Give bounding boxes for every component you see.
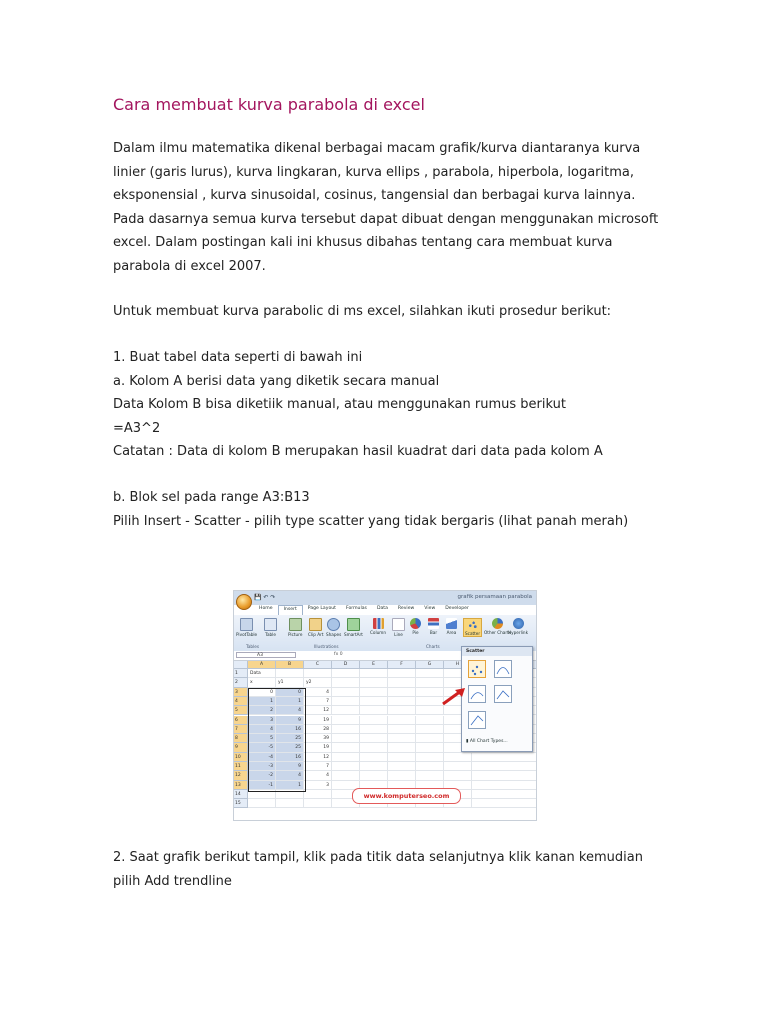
grid-cell: 1 — [276, 781, 304, 790]
grid-cell — [332, 743, 360, 752]
row-header: 5 — [234, 706, 248, 715]
scatter-markers-only-thumb — [468, 660, 486, 678]
ribbon-label: Scatter — [465, 631, 481, 636]
fx-icon: fx — [334, 652, 339, 657]
grid-cell — [360, 669, 388, 678]
column-header: B — [276, 661, 304, 669]
all-chart-types — [466, 739, 508, 744]
clipart-icon — [309, 618, 322, 631]
grid-cell: x — [248, 678, 276, 687]
table-button — [264, 618, 277, 637]
step1-block — [113, 346, 673, 464]
grid-cell — [444, 771, 472, 780]
grid-cell — [416, 753, 444, 762]
grid-cell — [472, 781, 537, 790]
grid-cell — [416, 762, 444, 771]
row-header: 13 — [234, 781, 248, 790]
area-chart-button — [446, 618, 457, 635]
grid-cell — [360, 734, 388, 743]
intro-line: linier (garis lurus), kurva lingkaran, kurva ellips , parabola, hiperbola, logaritma, — [113, 164, 634, 180]
grid-cell: 39 — [304, 734, 332, 743]
pivottable-icon — [240, 618, 253, 631]
grid-cell — [416, 688, 444, 697]
pie-chart-button — [410, 618, 421, 635]
grid-cell: -4 — [248, 753, 276, 762]
grid-cell — [416, 706, 444, 715]
grid-cell — [388, 688, 416, 697]
area-chart-icon — [446, 618, 457, 629]
tab-data: Data — [376, 606, 388, 611]
scatter-dropdown — [461, 646, 533, 752]
grid-cell — [472, 771, 537, 780]
step1-a: a. Kolom A berisi data yang diketik secara manual — [113, 373, 440, 389]
grid-cell: 5 — [248, 734, 276, 743]
other-charts-button — [484, 618, 511, 635]
row-header: 11 — [234, 762, 248, 771]
selection-range-outline — [248, 688, 306, 792]
ribbon-label: Hyperlink — [508, 630, 528, 635]
grid-cell — [472, 753, 537, 762]
line-chart-icon — [392, 618, 405, 631]
row-header: 10 — [234, 753, 248, 762]
row-header: 4 — [234, 697, 248, 706]
grid-cell — [388, 762, 416, 771]
step1b-block — [113, 486, 673, 533]
grid-cell — [388, 706, 416, 715]
intro-line: Dalam ilmu matematika dikenal berbagai macam grafik/kurva diantaranya kurva — [113, 141, 641, 156]
grid-cell: 2 — [248, 706, 276, 715]
scatter-chart-icon — [467, 619, 478, 630]
grid-cell — [416, 697, 444, 706]
column-header: A — [248, 661, 276, 669]
quick-access-toolbar: 💾 ↶ ↷ — [254, 594, 276, 601]
picture-icon — [289, 618, 302, 631]
grid-cell: 25 — [276, 743, 304, 752]
intro-line: parabola di excel 2007. — [113, 258, 266, 274]
column-chart-icon — [373, 618, 384, 629]
grid-cell: 4 — [304, 771, 332, 780]
other-charts-icon — [492, 618, 503, 629]
grid-cell: 7 — [304, 697, 332, 706]
grid-cell — [276, 669, 304, 678]
ribbon-label: Bar — [429, 630, 438, 635]
grid-cell — [360, 725, 388, 734]
scatter-smooth-lines-thumb — [468, 685, 486, 703]
step1-catatan: Catatan : Data di kolom B merupakan hasil kuadrat dari data pada kolom A — [113, 444, 603, 460]
row-header: 8 — [234, 734, 248, 743]
step1-heading: 1. Buat tabel data seperti di bawah ini — [113, 350, 363, 365]
scatter-dots-icon — [469, 661, 485, 677]
grid-cell — [416, 734, 444, 743]
grid-cell — [416, 725, 444, 734]
intro-line: excel. Dalam postingan kali ini khusus dibahas tentang cara membuat kurva — [113, 235, 613, 251]
bar-chart-button — [428, 618, 439, 635]
column-header: C — [304, 661, 332, 669]
smartart-icon — [347, 618, 360, 631]
grid-cell — [388, 678, 416, 687]
grid-cell — [360, 753, 388, 762]
grid-cell: 1 — [276, 697, 304, 706]
grid-cell: 3 — [304, 781, 332, 790]
office-button-icon — [236, 594, 252, 610]
column-header: E — [360, 661, 388, 669]
grid-cell — [332, 716, 360, 725]
bar-chart-icon — [428, 618, 439, 629]
shapes-icon — [327, 618, 340, 631]
grid-cell — [388, 716, 416, 725]
shapes-button — [326, 618, 341, 637]
grid-cell — [416, 716, 444, 725]
grid-cell: -2 — [248, 771, 276, 780]
grid-cell — [416, 678, 444, 687]
ribbon-label: Pie — [412, 630, 419, 635]
grid-cell — [472, 790, 537, 799]
grid-cell — [304, 790, 332, 799]
scatter-lines-icon — [469, 712, 485, 728]
grid-cell — [332, 688, 360, 697]
grid-cell — [472, 762, 537, 771]
tab-view: View — [424, 606, 436, 611]
grid-cell: 1 — [248, 697, 276, 706]
column-header: F — [388, 661, 416, 669]
ribbon-label: Column — [370, 630, 387, 635]
row-header: 3 — [234, 688, 248, 697]
tab-review: Review — [397, 606, 415, 611]
formula-cell-value: 0 — [339, 652, 343, 657]
tab-home: Home — [259, 606, 273, 611]
ribbon-label: Area — [446, 630, 457, 635]
scatter-dropdown-title: Scatter — [462, 647, 532, 656]
grid-cell — [276, 799, 304, 808]
ribbon-label: Line — [394, 632, 403, 637]
excel-titlebar — [234, 591, 536, 605]
grid-cell — [332, 669, 360, 678]
grid-cell: 0 — [248, 688, 276, 697]
scatter-straight-lines-thumb — [494, 685, 512, 703]
picture-button — [288, 618, 302, 637]
row-header: 6 — [234, 716, 248, 725]
watermark: www.komputerseo.com — [352, 788, 461, 804]
group-label-tables: Tables — [246, 644, 260, 649]
ribbon-label: Clip Art — [308, 632, 324, 637]
grid-cell — [304, 799, 332, 808]
column-header: H — [444, 661, 472, 669]
row-header: 1 — [234, 669, 248, 678]
scatter-smooth-icon — [495, 661, 511, 677]
grid-cell — [416, 771, 444, 780]
grid-cell: 7 — [304, 762, 332, 771]
group-label-illustrations: Illustrations — [314, 644, 339, 649]
tab-formulas: Formulas — [345, 606, 367, 611]
grid-cell — [360, 678, 388, 687]
ribbon-tabs — [254, 605, 474, 615]
table-icon — [264, 618, 277, 631]
grid-cell: -5 — [248, 743, 276, 752]
chart-types-icon: ▮ — [466, 739, 469, 744]
group-label-charts: Charts — [426, 644, 440, 649]
row-header: 15 — [234, 799, 248, 808]
name-box: A3 — [236, 652, 296, 658]
grid-cell — [360, 688, 388, 697]
grid-cell: 4 — [276, 771, 304, 780]
grid-cell: 3 — [248, 716, 276, 725]
hyperlink-button — [508, 618, 528, 635]
grid-cell: Data — [248, 669, 276, 678]
step1-formula: =A3^2 — [113, 420, 161, 436]
grid-cell — [388, 669, 416, 678]
grid-cell — [332, 771, 360, 780]
intro-line: eksponensial , kurva sinusoidal, cosinus, tangensial dan berbagai kurva lainnya. — [113, 188, 636, 204]
intro-paragraph — [113, 137, 673, 279]
all-chart-types-label: All Chart Types... — [469, 739, 508, 744]
grid-cell: -3 — [248, 762, 276, 771]
grid-cell — [332, 725, 360, 734]
grid-cell: 16 — [276, 725, 304, 734]
grid-cell — [332, 734, 360, 743]
grid-cell — [388, 725, 416, 734]
grid-cell: 0 — [276, 688, 304, 697]
grid-cell — [360, 743, 388, 752]
scatter-chart-button — [463, 618, 482, 637]
grid-cell — [388, 771, 416, 780]
grid-cell — [472, 799, 537, 808]
grid-cell: 9 — [276, 716, 304, 725]
grid-cell — [248, 799, 276, 808]
intro-line: Pada dasarnya semua kurva tersebut dapat dibuat dengan menggunakan microsoft — [113, 211, 659, 227]
scatter-curve-icon — [469, 686, 485, 702]
clipart-button — [308, 618, 323, 637]
grid-cell — [388, 743, 416, 752]
grid-cell: 12 — [304, 753, 332, 762]
grid-cell — [444, 762, 472, 771]
grid-cell — [332, 678, 360, 687]
grid-cell — [360, 716, 388, 725]
grid-cell: 28 — [304, 725, 332, 734]
grid-cell: 19 — [304, 716, 332, 725]
grid-cell — [332, 697, 360, 706]
grid-cell — [416, 743, 444, 752]
grid-cell — [388, 753, 416, 762]
grid-cell — [416, 669, 444, 678]
grid-cell — [444, 753, 472, 762]
line-chart-button — [392, 618, 405, 637]
grid-cell — [388, 697, 416, 706]
excel-window-title: grafik persamaan parabola — [457, 594, 532, 600]
step2-block — [113, 846, 673, 893]
ribbon-label: Other Charts — [484, 630, 511, 635]
ribbon-label: Table — [265, 632, 276, 637]
grid-cell: 16 — [276, 753, 304, 762]
grid-cell: 4 — [248, 725, 276, 734]
procedure-intro-text: Untuk membuat kurva parabolic di ms excel, silahkan ikuti prosedur berikut: — [113, 304, 612, 319]
row-header: 9 — [234, 743, 248, 752]
red-arrow-icon — [441, 686, 469, 708]
grid-cell: 12 — [304, 706, 332, 715]
grid-cell: 19 — [304, 743, 332, 752]
row-header: 12 — [234, 771, 248, 780]
step1b-line1: b. Blok sel pada range A3:B13 — [113, 490, 310, 505]
pie-chart-icon — [410, 618, 421, 629]
formula-value — [334, 652, 343, 657]
tab-insert: Insert — [278, 605, 303, 615]
grid-cell: -1 — [248, 781, 276, 790]
grid-cell — [388, 734, 416, 743]
row-header: 7 — [234, 725, 248, 734]
ribbon-label: Shapes — [326, 632, 342, 637]
grid-cell: 25 — [276, 734, 304, 743]
row-header: 2 — [234, 678, 248, 687]
grid-cell — [304, 669, 332, 678]
grid-cell — [332, 706, 360, 715]
row-header: 14 — [234, 790, 248, 799]
grid-cell: 4 — [304, 688, 332, 697]
grid-cell: 9 — [276, 762, 304, 771]
tab-developer: Developer — [445, 606, 469, 611]
grid-cell — [332, 753, 360, 762]
smartart-button — [344, 618, 363, 637]
grid-cell — [360, 697, 388, 706]
grid-cell: y1 — [276, 678, 304, 687]
column-header: G — [416, 661, 444, 669]
step1b-line2: Pilih Insert - Scatter - pilih type scatter yang tidak bergaris (lihat panah merah) — [113, 513, 629, 529]
procedure-intro — [113, 300, 673, 324]
page-title: Cara membuat kurva parabola di excel — [113, 95, 425, 114]
grid-cell — [360, 762, 388, 771]
ribbon-label: SmartArt — [344, 632, 363, 637]
scatter-lines-only-thumb — [468, 711, 486, 729]
grid-cell — [332, 762, 360, 771]
hyperlink-globe-icon — [513, 618, 524, 629]
step2-line1: 2. Saat grafik berikut tampil, klik pada titik data selanjutnya klik kanan kemudian — [113, 850, 643, 865]
grid-corner — [234, 661, 248, 669]
column-chart-button — [370, 618, 386, 635]
scatter-smooth-markers-thumb — [494, 660, 512, 678]
step1-b-note: Data Kolom B bisa diketiik manual, atau menggunakan rumus berikut — [113, 397, 566, 413]
step2-line2: pilih Add trendline — [113, 873, 232, 889]
pivottable-button — [236, 618, 257, 637]
grid-cell: y2 — [304, 678, 332, 687]
grid-cell: 4 — [276, 706, 304, 715]
column-header: D — [332, 661, 360, 669]
ribbon-label: PivotTable — [236, 632, 258, 637]
grid-cell — [360, 771, 388, 780]
ribbon-label: Picture — [288, 632, 303, 637]
scatter-straight-icon — [495, 686, 511, 702]
tab-page-layout: Page Layout — [307, 606, 336, 611]
grid-cell — [360, 706, 388, 715]
